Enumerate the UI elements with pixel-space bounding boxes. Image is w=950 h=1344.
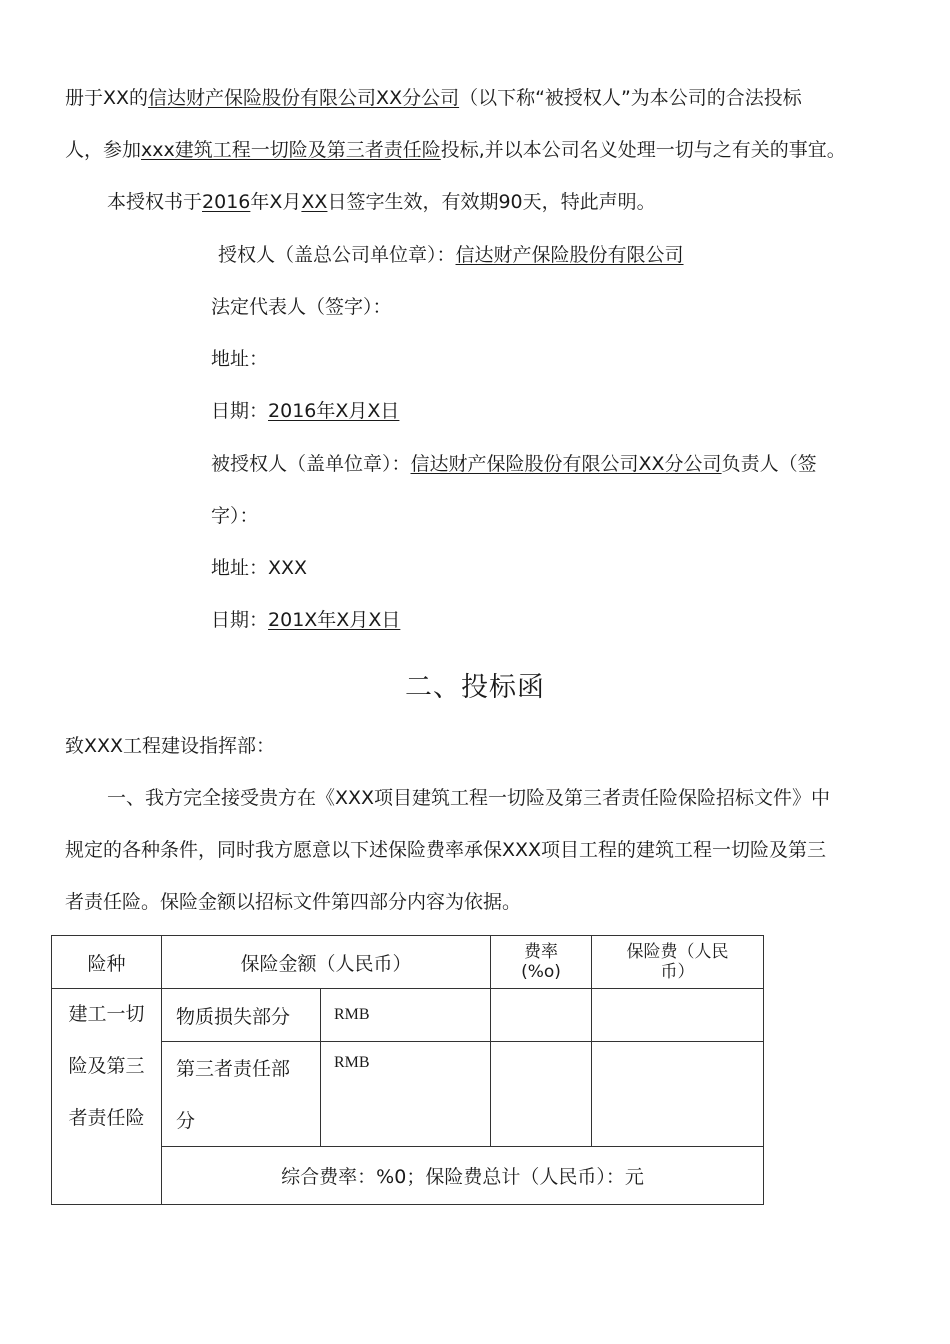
address-line-2: 地址：XXX [211,557,308,579]
amount-cell: RMB [321,989,491,1042]
auth-paragraph-line-1 [65,85,802,111]
date-label: 日期： [211,609,269,631]
grantee-value: 信达财产保险股份有限公司XX分公司 [410,453,722,475]
type-line: 建工一切 [68,1003,145,1025]
type-line: 者责任险 [68,1107,145,1129]
premium-label: 保险费（人民 [626,942,729,962]
grantor-value: 信达财产保险股份有限公司 [455,244,684,266]
header-cell-type: 险种 [52,936,162,989]
text: 册于XX的 [65,87,149,109]
legal-rep-line: 法定代表人（签字）： [211,296,392,318]
project-name: xxx建筑工程一切险及第三者责任险 [141,139,441,161]
header-cell-rate [491,936,592,989]
grantee-line-cont: 字）： [211,505,259,527]
row-label-line: 分 [176,1110,196,1132]
row-label-line: 第三者责任部 [176,1058,291,1080]
bid-paragraph-line-3: 者责任险。保险金额以招标文件第四部分内容为依据。 [65,891,522,913]
rate-cell [491,1042,592,1147]
premium-label-cont: 币） [660,962,695,982]
text: 年X月 [250,191,302,213]
text: 负责人（签 [721,453,817,475]
address-line-1: 地址： [211,348,269,370]
year: 2016 [202,191,251,213]
table-row [52,989,764,1042]
premium-cell [592,989,764,1042]
text: （以下称“被授权人”为本公司的合法投标 [459,87,802,109]
date-line-2 [211,607,400,633]
date-label: 日期： [211,400,269,422]
auth-paragraph-line-2 [65,137,846,163]
text: 本授权书于 [107,191,203,213]
date-value: 2016年X月X日 [268,400,400,422]
insurance-type-cell [52,989,162,1205]
grantee-line [211,451,817,477]
row-label-cell [162,1042,321,1147]
addressee: 致XXX工程建设指挥部： [65,735,276,757]
rate-unit: (%o) [521,962,561,982]
grantor-label: 授权人（盖总公司单位章）： [218,244,456,266]
auth-validity-line [107,189,656,215]
section-title: 二、投标函 [405,672,545,703]
text: 投标,并以本公司名义处理一切与之有关的事宜。 [440,139,846,161]
bid-paragraph-line-2: 规定的各种条件，同时我方愿意以下述保险费率承保XXX项目工程的建筑工程一切险及第三 [65,839,827,861]
grantee-label: 被授权人（盖单位章）： [211,453,411,475]
header-cell-amount: 保险金额（人民币） [162,936,491,989]
table-header-row [52,936,764,989]
rate-label: 费率 [524,942,559,962]
premium-table [51,935,764,1205]
day: XX [301,191,328,213]
summary-cell: 综合费率：%0；保险费总计（人民币）：元 [162,1147,764,1205]
text: 日签字生效，有效期90天，特此声明。 [327,191,656,213]
rate-cell [491,989,592,1042]
type-line: 险及第三 [68,1055,145,1077]
bid-paragraph-line-1: 一、我方完全接受贵方在《XXX项目建筑工程一切险及第三者责任险保险招标文件》中 [107,787,831,809]
date-line-1 [211,398,399,424]
branch-name: 信达财产保险股份有限公司XX分公司 [148,87,460,109]
amount-cell: RMB [321,1042,491,1147]
grantor-line [218,242,684,268]
header-cell-premium [592,936,764,989]
date-value: 201X年X月X日 [268,609,401,631]
row-label-cell: 物质损失部分 [162,989,321,1042]
premium-cell [592,1042,764,1147]
text: 人，参加 [65,139,142,161]
